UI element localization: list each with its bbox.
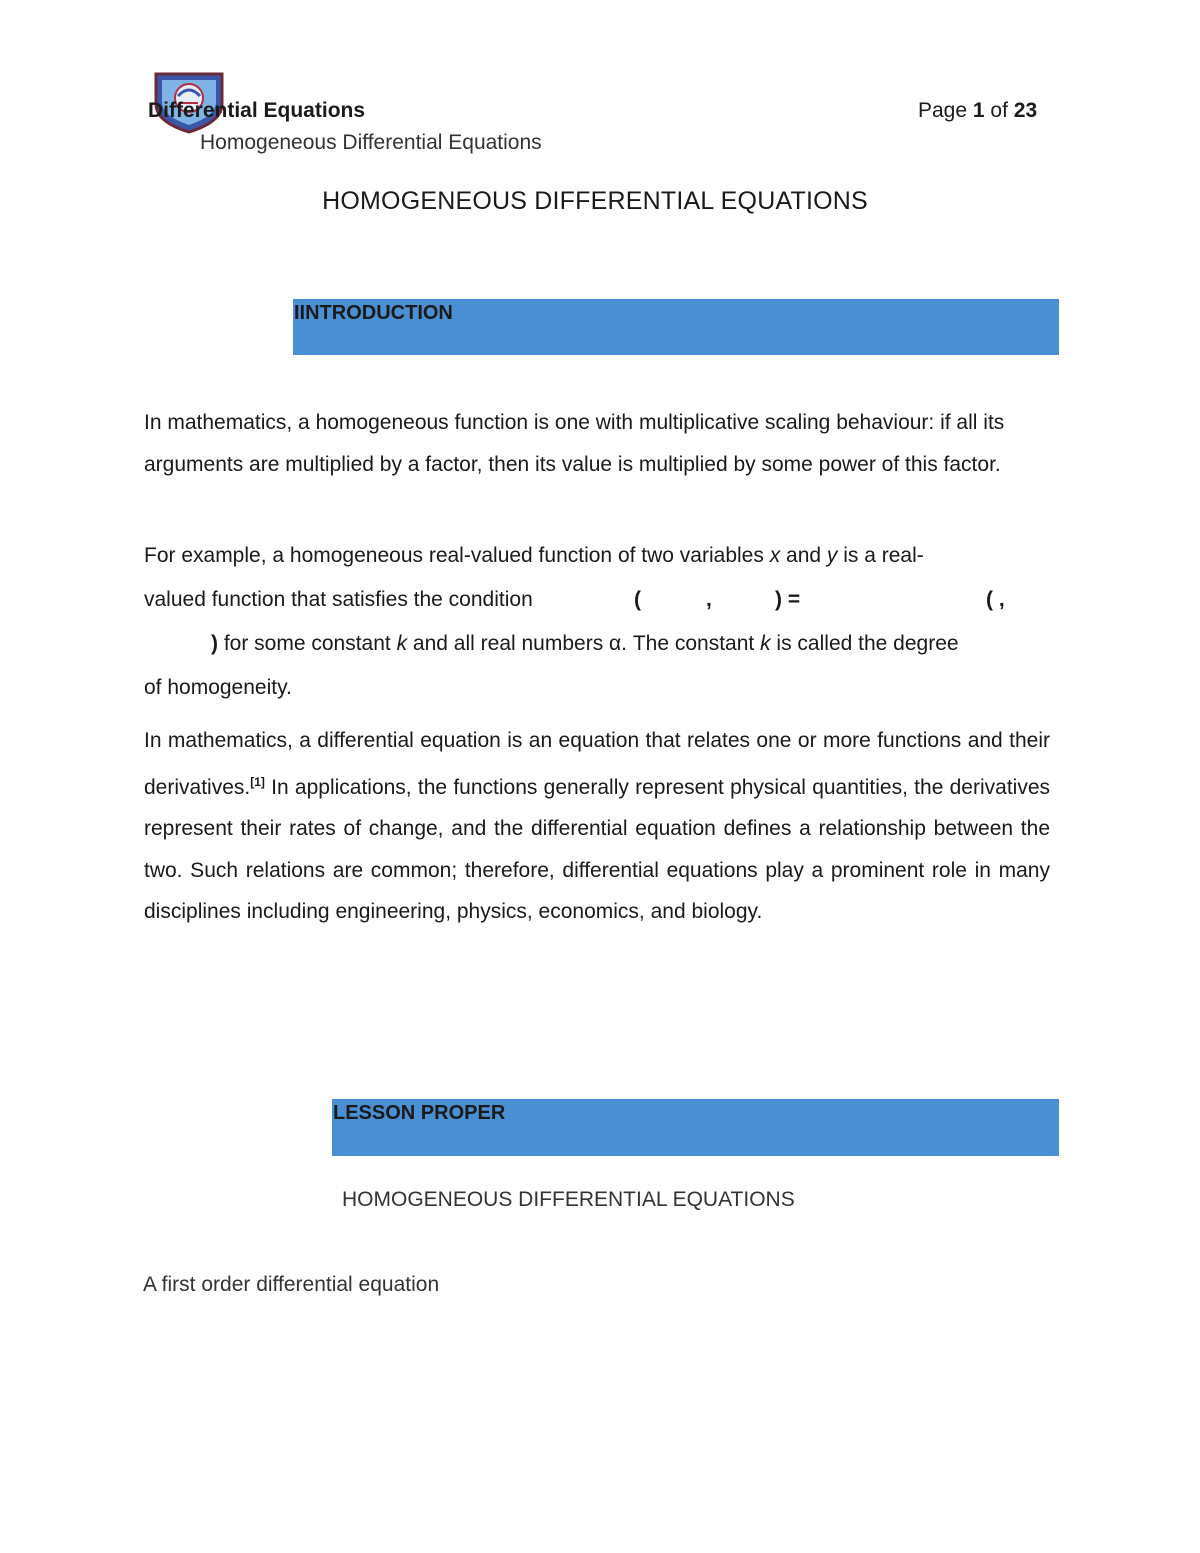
header-title: Differential Equations xyxy=(148,99,366,122)
paragraph-homogeneous-function: In mathematics, a homogeneous function is one with multiplicative scaling behaviour: if all its arguments are multiplied by a factor, then its value is multiplied by some power of this factor. xyxy=(144,411,1005,476)
paragraph-first-order: A first order differential equation xyxy=(143,1273,440,1296)
page-total: 23 xyxy=(1013,99,1038,122)
paragraph-example-line-1 xyxy=(144,544,924,568)
equation-comma-1: , xyxy=(706,588,712,611)
page-indicator xyxy=(918,99,1037,123)
header-subtitle: Homogeneous Differential Equations xyxy=(200,131,542,154)
text-run: In applications, the functions generally represent physical quantities, the derivatives represent their rates of change, and the differential equation defines a relationship between the two. Such relations are common; therefore, differential equations play a prominent role in many disciplines including engineering, physics, economics, and biology. xyxy=(144,775,1050,923)
lesson-subtitle: HOMOGENEOUS DIFFERENTIAL EQUATIONS xyxy=(342,1188,795,1211)
text-run: In mathematics, a differential equation is an equation that relates one or more functions and their derivatives. xyxy=(144,729,1050,799)
variable-k: k xyxy=(760,632,771,655)
equation-lparen-1: ( xyxy=(634,588,641,611)
text-run: and xyxy=(780,544,827,567)
text-run: For example, a homogeneous real-valued function of two variables xyxy=(144,544,770,567)
equation-rparen-2: ) xyxy=(211,632,218,655)
variable-x: x xyxy=(769,544,781,567)
variable-y: y xyxy=(826,544,838,567)
text-run: is called the degree xyxy=(770,632,959,655)
introduction-heading: IINTRODUCTION xyxy=(293,299,1059,355)
reference-link[interactable]: [1] xyxy=(250,774,265,789)
paragraph-example-line-3 xyxy=(211,632,959,656)
variable-k: k xyxy=(396,632,408,655)
text-run: is a real- xyxy=(837,544,924,567)
text-run: for some constant xyxy=(218,632,397,655)
page-number: 1 xyxy=(972,99,985,122)
page-word: Page xyxy=(918,99,968,122)
text-run: and all real numbers α. The constant xyxy=(407,632,761,655)
paragraph-differential-equation xyxy=(144,720,1050,933)
lesson-proper-heading: LESSON PROPER xyxy=(332,1099,1059,1156)
document-title: HOMOGENEOUS DIFFERENTIAL EQUATIONS xyxy=(322,187,868,215)
paragraph-example-line-2: valued function that satisfies the condition xyxy=(144,588,533,611)
equation-lparen-2: ( , xyxy=(986,588,1005,611)
of-word: of xyxy=(990,99,1008,122)
paragraph-example-line-4: of homogeneity. xyxy=(144,676,292,699)
equation-rparen-equals: ) = xyxy=(775,588,801,611)
